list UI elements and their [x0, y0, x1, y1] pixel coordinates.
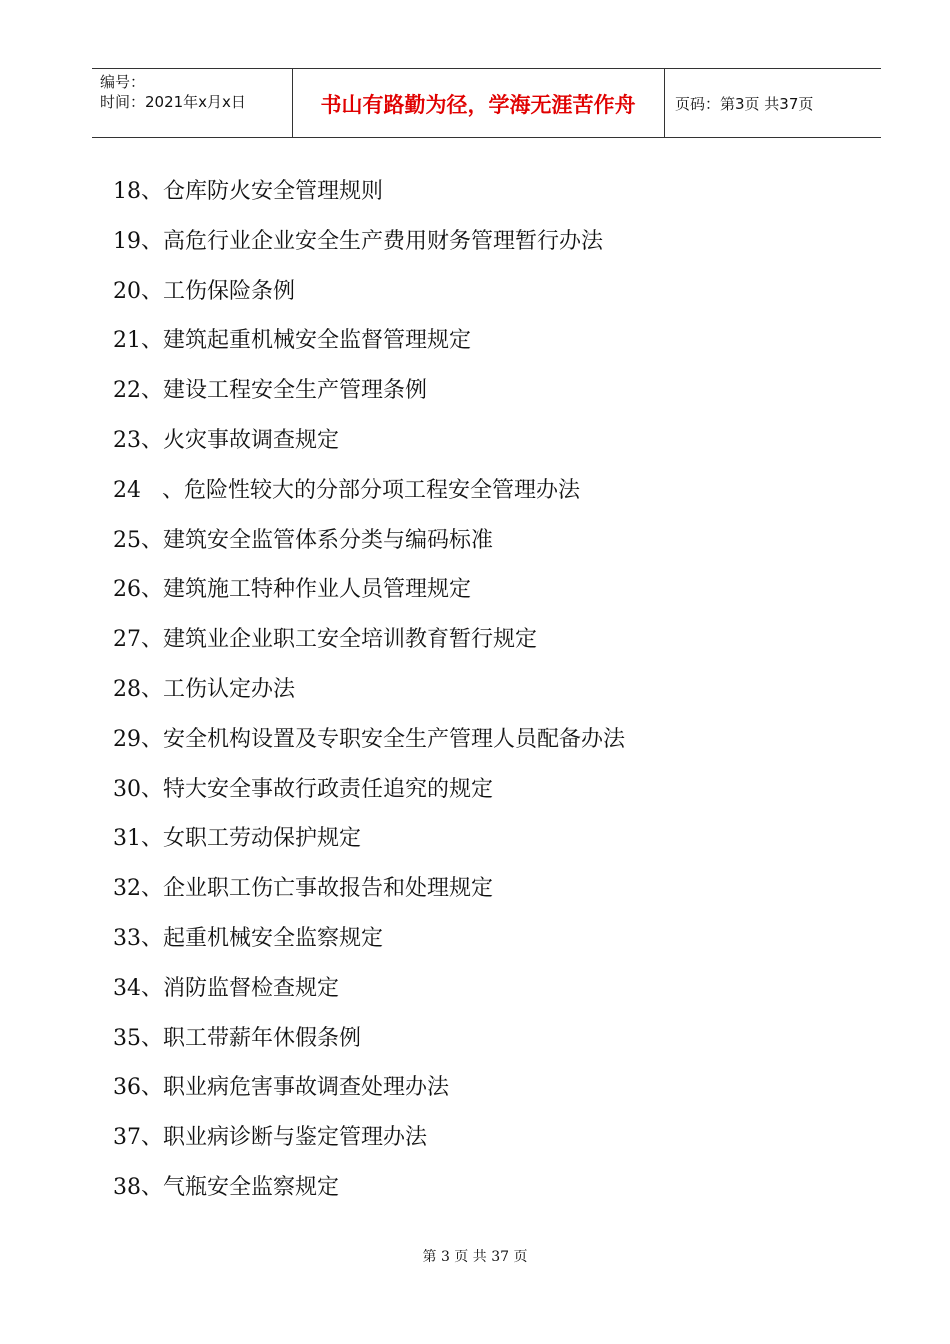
list-item: 30、特大安全事故行政责任追究的规定 — [113, 776, 493, 802]
header-info-cell — [92, 69, 293, 137]
list-item: 31、女职工劳动保护规定 — [113, 826, 361, 852]
list-item: 32、企业职工伤亡事故报告和处理规定 — [113, 876, 493, 902]
list-item: 33、起重机械安全监察规定 — [113, 925, 383, 951]
list-item: 18、仓库防火安全管理规则 — [113, 179, 383, 204]
list-item: 34、消防监督检查规定 — [113, 975, 339, 1001]
list-item: 25、建筑安全监管体系分类与编码标准 — [113, 527, 493, 553]
page-footer: 第 3 页 共 37 页 — [422, 1249, 528, 1265]
list-item: 19、高危行业企业安全生产费用财务管理暂行办法 — [113, 228, 603, 254]
header-motto-cell — [292, 69, 665, 137]
list-item: 20、工伤保险条例 — [113, 278, 295, 304]
doc-time: 时间：2021年x月x日 — [100, 93, 246, 111]
list-item: 29、安全机构设置及专职安全生产管理人员配备办法 — [113, 726, 625, 752]
header-motto: 书山有路勤为径，学海无涯苦作舟 — [320, 93, 636, 117]
list-item: 28、工伤认定办法 — [113, 676, 295, 702]
list-item: 23、火灾事故调查规定 — [113, 427, 339, 453]
list-item: 37、职业病诊断与鉴定管理办法 — [113, 1125, 427, 1151]
list-item: 36、职业病危害事故调查处理办法 — [113, 1075, 449, 1101]
header-page-cell — [665, 69, 881, 137]
list-item: 38、气瓶安全监察规定 — [113, 1174, 339, 1200]
list-item: 35、职工带薪年休假条例 — [113, 1025, 361, 1051]
list-item: 27、建筑业企业职工安全培训教育暂行规定 — [113, 627, 537, 653]
list-item: 21、建筑起重机械安全监督管理规定 — [113, 328, 471, 354]
document-header — [92, 68, 881, 138]
list-item: 22、建设工程安全生产管理条例 — [113, 378, 427, 404]
header-page-code: 页码：第3页 共37页 — [675, 95, 814, 113]
list-item: 24 、危险性较大的分部分项工程安全管理办法 — [113, 477, 580, 503]
regulation-list — [113, 174, 625, 1220]
list-item: 26、建筑施工特种作业人员管理规定 — [113, 577, 471, 603]
doc-number-label: 编号： — [100, 73, 146, 91]
